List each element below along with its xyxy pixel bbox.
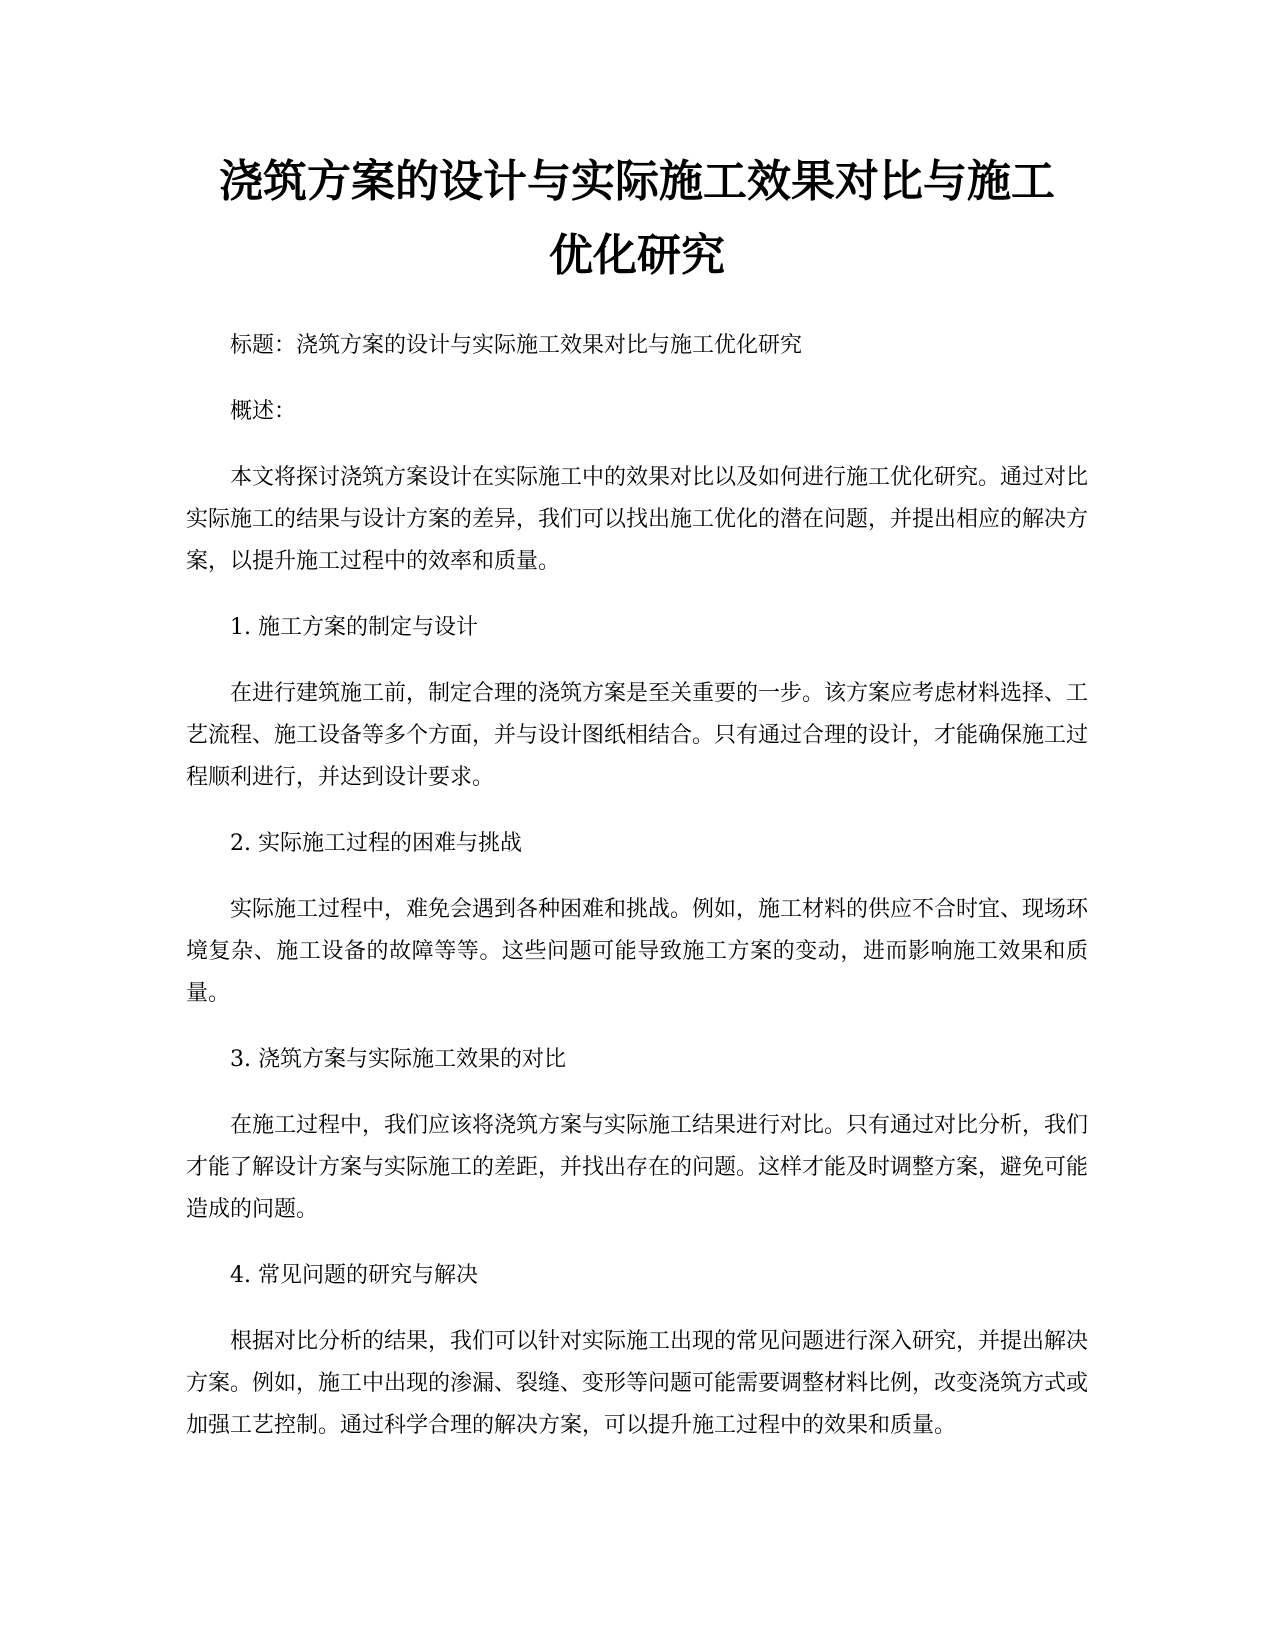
document-title-line-1: 浇筑方案的设计与实际施工效果对比与施工 — [219, 156, 1055, 207]
section-paragraph-4: 根据对比分析的结果，我们可以针对实际施工出现的常见问题进行深入研究，并提出解决方案。例如，施工中出现的渗漏、裂缝、变形等问题可能需要调整材料比例，改变浇筑方式或加强工艺控制。通过科学合理的解决方案，可以提升施工过程中的效果和质量。 — [186, 1329, 1089, 1438]
overview-paragraph: 本文将探讨浇筑方案设计在实际施工中的效果对比以及如何进行施工优化研究。通过对比实际施工的结果与设计方案的差异，我们可以找出施工优化的潜在问题，并提出相应的解决方案，以提升施工过程中的效率和质量。 — [186, 465, 1089, 574]
document-title — [186, 145, 1088, 293]
section-paragraph-3: 在施工过程中，我们应该将浇筑方案与实际施工结果进行对比。只有通过对比分析，我们才能了解设计方案与实际施工的差距，并找出存在的问题。这样才能及时调整方案，避免可能造成的问题。 — [186, 1113, 1089, 1222]
document-page — [186, 145, 1088, 1447]
section-paragraph-2: 实际施工过程中，难免会遇到各种困难和挑战。例如，施工材料的供应不合时宜、现场环境复杂、施工设备的故障等等。这些问题可能导致施工方案的变动，进而影响施工效果和质量。 — [186, 897, 1089, 1006]
section-heading-4: 4. 常见问题的研究与解决 — [230, 1263, 478, 1288]
section-paragraph-1: 在进行建筑施工前，制定合理的浇筑方案是至关重要的一步。该方案应考虑材料选择、工艺流程、施工设备等多个方面，并与设计图纸相结合。只有通过合理的设计，才能确保施工过程顺利进行，并达到设计要求。 — [186, 681, 1089, 790]
overview-label: 概述： — [230, 399, 297, 424]
section-heading-3: 3. 浇筑方案与实际施工效果的对比 — [230, 1047, 566, 1072]
document-title-line-2: 优化研究 — [549, 230, 725, 281]
section-heading-1: 1. 施工方案的制定与设计 — [230, 615, 478, 640]
section-heading-2: 2. 实际施工过程的困难与挑战 — [230, 831, 522, 856]
title-paragraph: 标题：浇筑方案的设计与实际施工效果对比与施工优化研究 — [230, 333, 803, 358]
